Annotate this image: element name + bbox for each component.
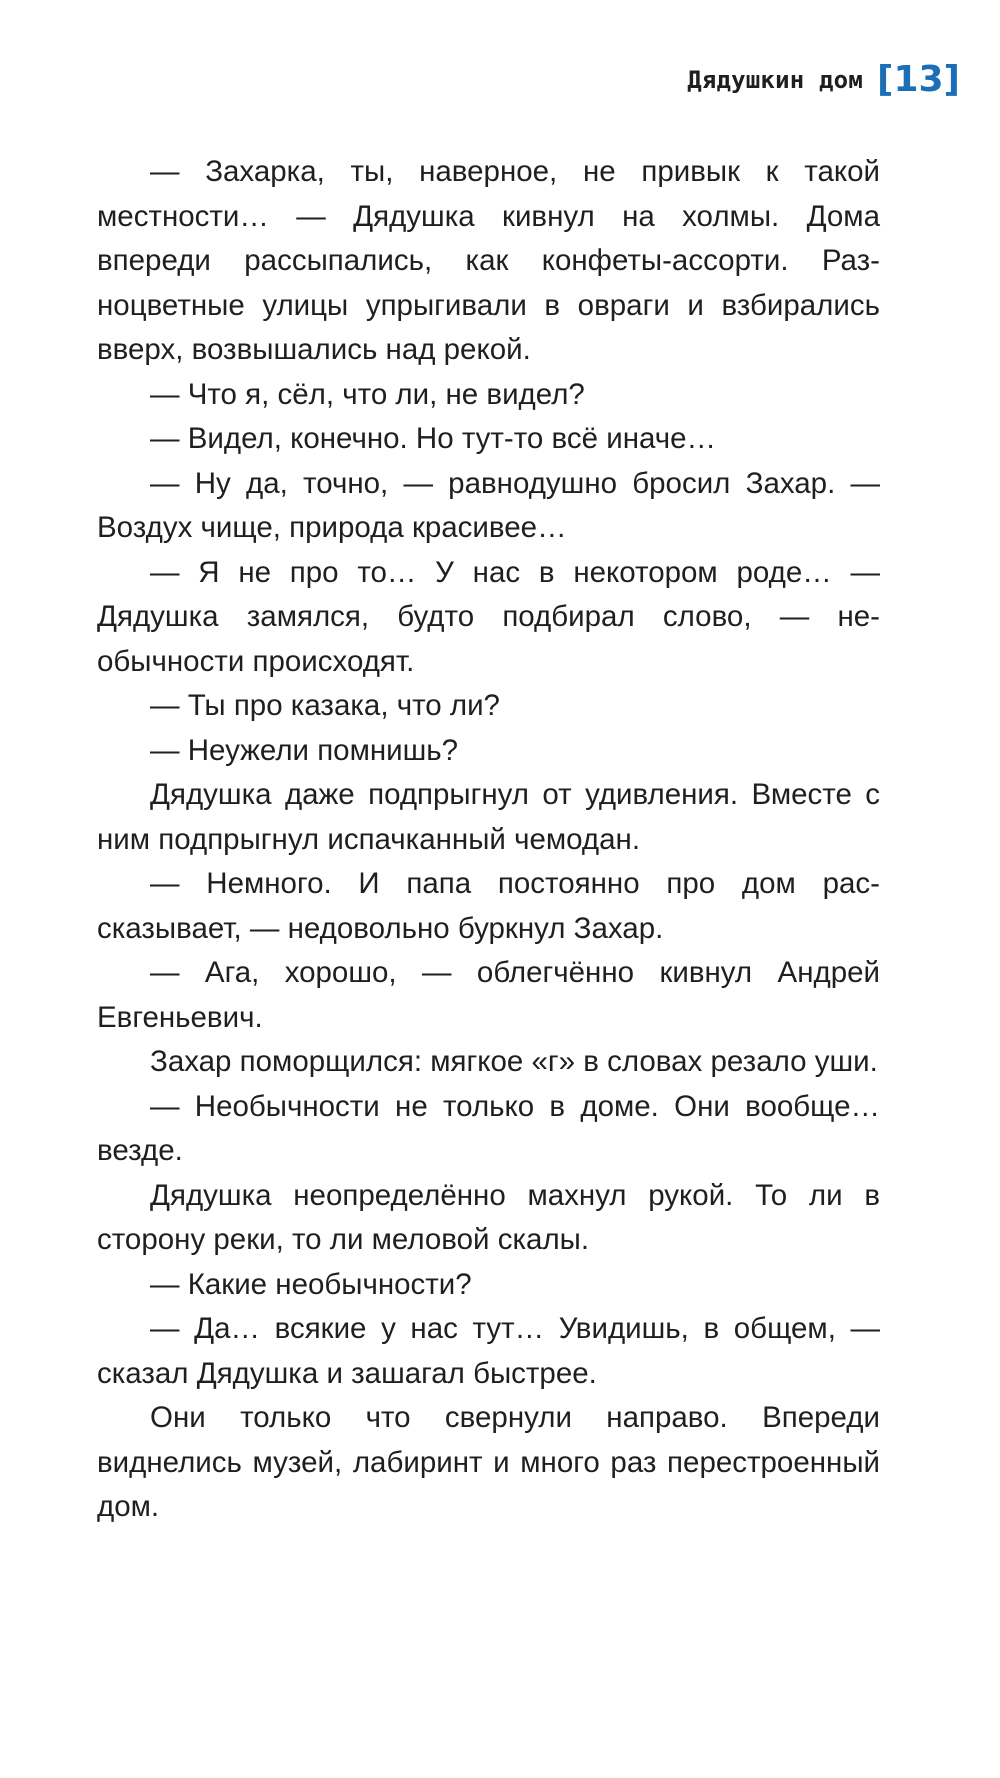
paragraph: Они только что свернули направо. Впереди виднелись музей, лабиринт и много раз перестроенный дом. <box>97 1401 880 1523</box>
paragraph: — Видел, конечно. Но тут-то всё иначе… <box>150 422 717 455</box>
paragraph: — Да… всякие у нас тут… Увидишь, в общем, — сказал Дядушка и зашагал быстрее. <box>97 1312 880 1390</box>
paragraph: — Что я, сёл, что ли, не видел? <box>150 377 585 411</box>
page-number-bracket-open: [ <box>876 59 894 100</box>
paragraph: — Необычности не только в доме. Они вообще… везде. <box>97 1089 880 1167</box>
paragraph: — Ты про казака, что ли? <box>150 689 500 722</box>
paragraph: — Я не про то… У нас в некотором роде… — Дядушка замялся, будто подбирал слово, — необычности происходят. <box>97 555 880 678</box>
paragraph: — Захарка, ты, наверное, не привык к такой местности… — Дядушка кивнул на холмы. Дома впереди рассыпались, как конфеты-ассорти. Разноцветные улицы упрыгивали в овраги и взбирались вверх, возвышались над рекой. <box>97 155 880 366</box>
paragraph: — Немного. И папа постоянно про дом рассказывает, — недовольно буркнул Захар. <box>97 867 880 945</box>
paragraph: Дядушка неопределённо махнул рукой. То ли в сторону реки, то ли меловой скалы. <box>97 1178 880 1256</box>
paragraph: — Какие необычности? <box>150 1267 472 1301</box>
paragraph: — Ага, хорошо, — облегчённо кивнул Андрей Евгеньевич. <box>97 956 880 1034</box>
paragraph: Захар поморщился: мягкое «г» в словах резало уши. <box>150 1045 878 1078</box>
page-number <box>876 59 960 100</box>
paragraph: — Неужели помнишь? <box>150 733 459 767</box>
running-header <box>687 59 960 100</box>
running-header-title: Дядушкин дом <box>687 66 863 94</box>
paragraph: — Ну да, точно, — равнодушно бросил Захар. — Воздух чище, природа красивее… <box>97 466 880 544</box>
page-number-bracket-close: ] <box>943 59 960 100</box>
page-number-value: 13 <box>893 59 944 100</box>
paragraph: Дядушка даже подпрыгнул от удивления. Вместе с ним подпрыгнул испачканный чемодан. <box>97 778 880 856</box>
body-text <box>97 150 880 1530</box>
